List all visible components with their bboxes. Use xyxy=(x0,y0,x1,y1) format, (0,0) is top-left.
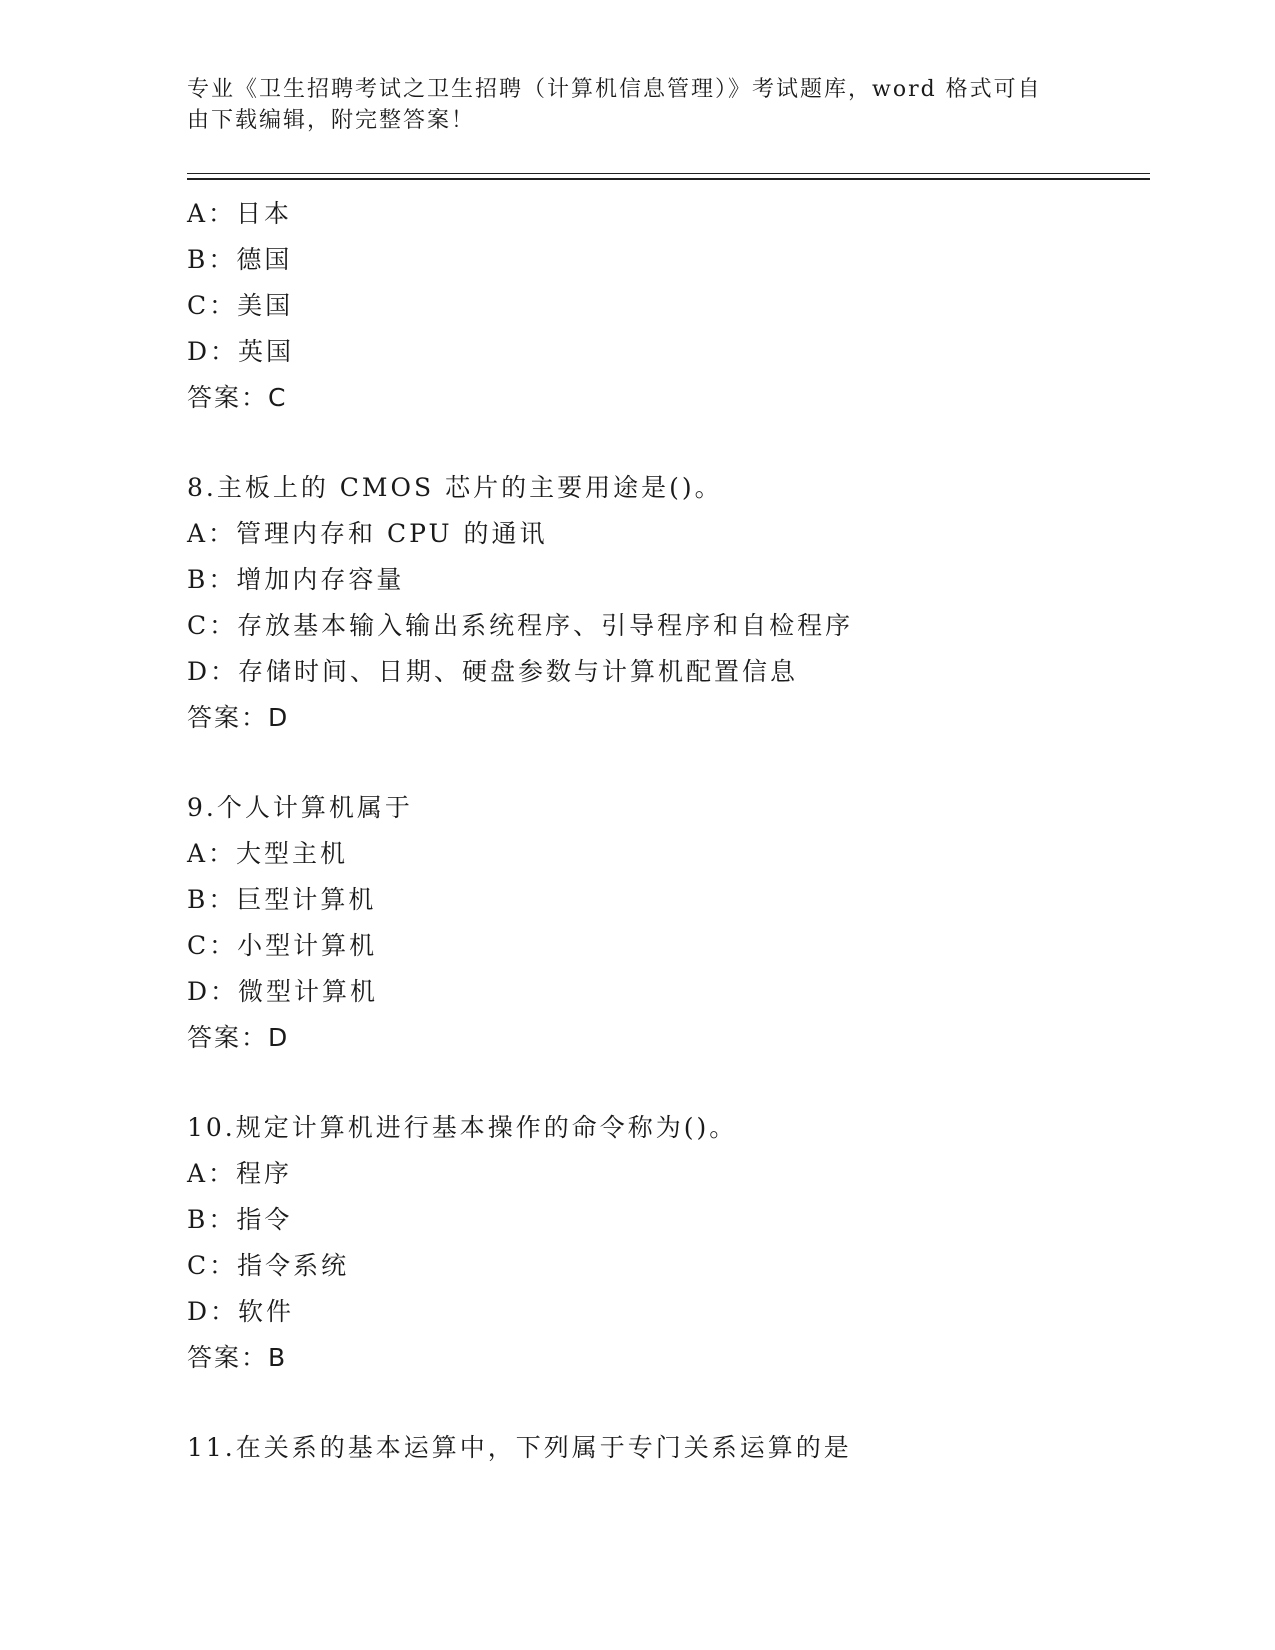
option-a: A：管理内存和 CPU 的通讯 xyxy=(187,519,548,548)
option-a: A：程序 xyxy=(187,1159,293,1188)
header-line-1: 专业《卫生招聘考试之卫生招聘（计算机信息管理）》考试题库，word 格式可自 xyxy=(187,77,1042,102)
question-block-7 xyxy=(187,191,1147,421)
document-header xyxy=(187,74,1067,136)
spacer xyxy=(187,1061,1147,1105)
question-block-9 xyxy=(187,785,1147,1061)
option-a: A：大型主机 xyxy=(187,839,349,868)
option-b: B：德国 xyxy=(187,245,293,274)
option-b: B：巨型计算机 xyxy=(187,885,377,914)
option-a: A：日本 xyxy=(187,199,293,228)
spacer xyxy=(187,421,1147,465)
answer-line: 答案：B xyxy=(187,1343,288,1372)
question-text: 10.规定计算机进行基本操作的命令称为()。 xyxy=(187,1113,738,1142)
header-divider-thin xyxy=(187,173,1150,174)
option-d: D：存储时间、日期、硬盘参数与计算机配置信息 xyxy=(187,657,799,686)
option-c: C：小型计算机 xyxy=(187,931,378,960)
option-c: C：美国 xyxy=(187,291,294,320)
spacer xyxy=(187,741,1147,785)
header-divider-thick xyxy=(187,178,1150,180)
question-list xyxy=(187,191,1147,1471)
option-d: D：英国 xyxy=(187,337,295,366)
option-b: B：增加内存容量 xyxy=(187,565,405,594)
option-c: C：存放基本输入输出系统程序、引导程序和自检程序 xyxy=(187,611,854,640)
question-block-8 xyxy=(187,465,1147,741)
option-c: C：指令系统 xyxy=(187,1251,350,1280)
question-text: 9.个人计算机属于 xyxy=(187,793,413,822)
spacer xyxy=(187,1381,1147,1425)
option-d: D：软件 xyxy=(187,1297,295,1326)
answer-line: 答案：C xyxy=(187,383,288,412)
question-block-10 xyxy=(187,1105,1147,1381)
header-line-2: 由下载编辑，附完整答案！ xyxy=(187,108,476,133)
question-text: 11.在关系的基本运算中，下列属于专门关系运算的是 xyxy=(187,1433,852,1462)
answer-line: 答案：D xyxy=(187,703,290,732)
question-block-11 xyxy=(187,1425,1147,1471)
question-text: 8.主板上的 CMOS 芯片的主要用途是()。 xyxy=(187,473,723,502)
option-b: B：指令 xyxy=(187,1205,293,1234)
answer-line: 答案：D xyxy=(187,1023,290,1052)
option-d: D：微型计算机 xyxy=(187,977,379,1006)
